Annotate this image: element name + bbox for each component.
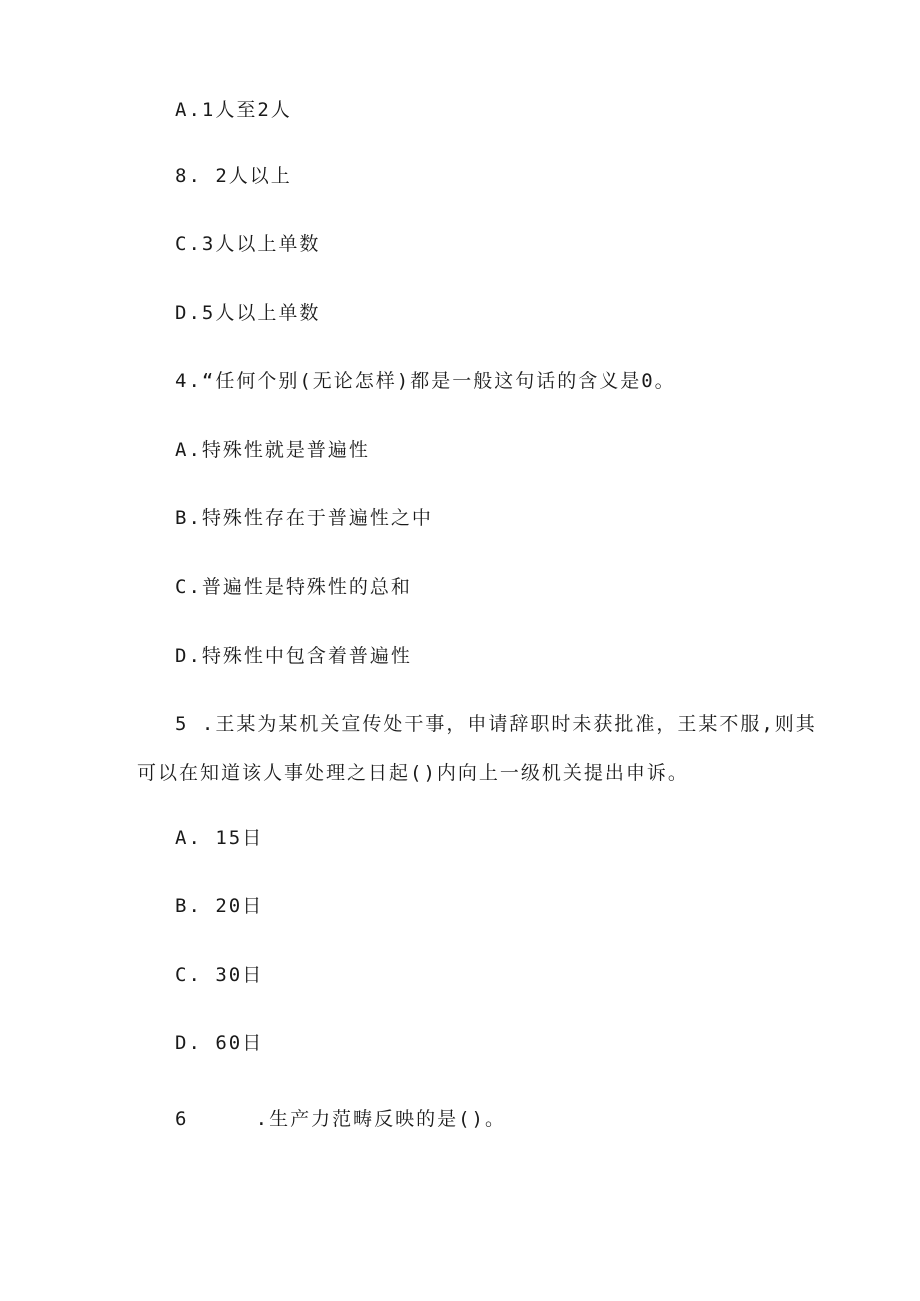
option-a-q5: A. 15日 — [175, 827, 264, 849]
option-d-q5: D. 60日 — [175, 1032, 264, 1054]
option-c-q5: C. 30日 — [175, 964, 264, 986]
option-a-q4: A.特殊性就是普遍性 — [175, 439, 370, 461]
question-4-stem: 4.“任何个别(无论怎样)都是一般这句话的含义是0。 — [175, 370, 676, 392]
option-a-q3: A.1人至2人 — [175, 99, 292, 121]
question-5-stem: 5 .王某为某机关宣传处干事，申请辞职时未获批准，王某不服,则其 — [175, 713, 817, 735]
option-c-q4: C.普遍性是特殊性的总和 — [175, 576, 412, 598]
option-b-q3: 8. 2人以上 — [175, 165, 292, 187]
option-d-q3: D.5人以上单数 — [175, 302, 321, 324]
question-6-stem: 6 .生产力范畴反映的是()。 — [175, 1108, 506, 1130]
option-b-q5: B. 20日 — [175, 895, 264, 917]
question-5-stem-continued: 可以在知道该人事处理之日起()内向上一级机关提出申诉。 — [137, 762, 689, 784]
option-c-q3: C.3人以上单数 — [175, 233, 321, 255]
option-d-q4: D.特殊性中包含着普遍性 — [175, 645, 412, 667]
option-b-q4: B.特殊性存在于普遍性之中 — [175, 507, 433, 529]
